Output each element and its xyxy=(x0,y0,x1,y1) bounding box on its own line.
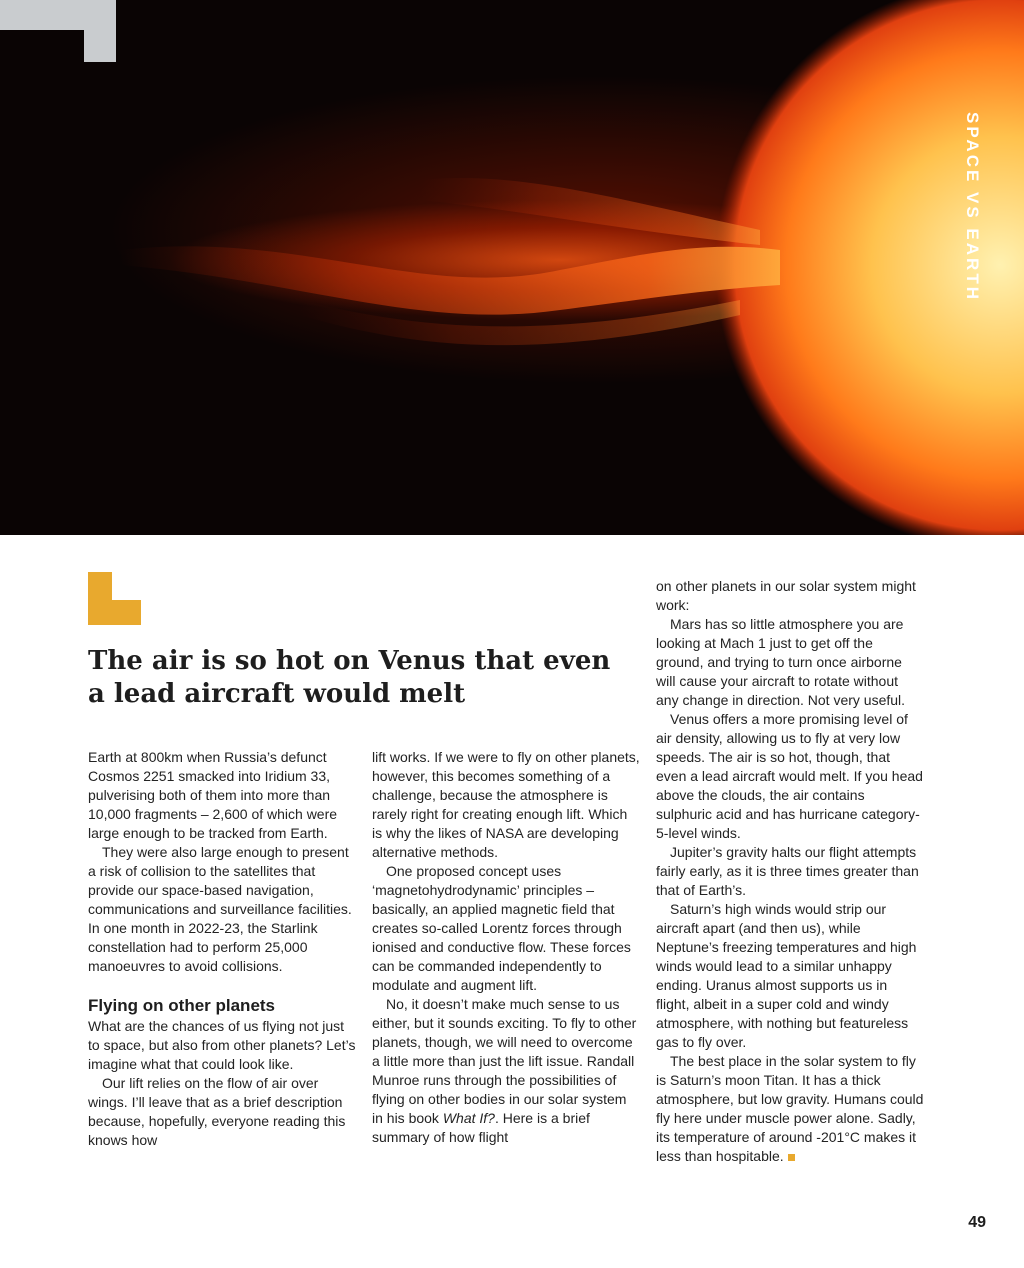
paragraph-text: The best place in the solar system to fly is Saturn’s moon Titan. It has a thick atmosphere, but low gravity. Humans could fly here under muscle power alone. Sadly, its temperature of around -201°C makes it less than hospitable. xyxy=(656,1053,924,1164)
page-number: 49 xyxy=(968,1214,986,1231)
subheading: Flying on other planets xyxy=(88,996,276,1015)
paragraph: on other planets in our solar system might work: xyxy=(656,578,916,613)
paragraph: They were also large enough to present a risk of collision to the satellites that provide our space-based navigation, communications and surveillance facilities. In one month in 2022-23, the Starlink constellation had to perform 25,000 manoeuvres to avoid collisions. xyxy=(88,844,352,974)
end-of-article-mark xyxy=(788,1154,795,1161)
headline: The air is so hot on Venus that even a lead aircraft would melt xyxy=(88,646,611,709)
article-column-3 xyxy=(656,577,924,1166)
paragraph: One proposed concept uses ‘magnetohydrodynamic’ principles – basically, an applied magnetic field that creates so-called Lorentz forces through ionised and conductive flow. These forces can be commanded independently to modulate and augment lift. xyxy=(372,863,631,993)
paragraph: lift works. If we were to fly on other planets, however, this becomes something of a challenge, because the atmosphere is rarely right for creating enough lift. Which is why the likes of NASA are developing alternative methods. xyxy=(372,749,640,860)
hero-sun-image xyxy=(0,0,1024,535)
paragraph: Jupiter’s gravity halts our flight attempts fairly early, as it is three times greater than that of Earth’s. xyxy=(656,844,919,898)
article-column-1 xyxy=(88,748,356,1150)
paragraph: What are the chances of us flying not just to space, but also from other planets? Let’s imagine what that could look like. xyxy=(88,1018,356,1072)
paragraph: Earth at 800km when Russia’s defunct Cosmos 2251 smacked into Iridium 33, pulverising both of them into more than 10,000 fragments – 2,600 of which were large enough to be tracked from Earth. xyxy=(88,749,338,841)
paragraph xyxy=(372,995,640,1147)
paragraph xyxy=(656,1052,924,1166)
section-corner-bracket xyxy=(0,0,116,62)
article-column-2 xyxy=(372,748,640,1147)
paragraph: Our lift relies on the flow of air over wings. I’ll leave that as a brief description because, hopefully, everyone reading this knows how xyxy=(88,1075,346,1148)
section-tag: SPACE VS EARTH xyxy=(963,112,982,302)
paragraph-text: . Here is a brief summary of how flight xyxy=(372,1110,590,1145)
solar-flare-graphic xyxy=(0,0,1024,535)
paragraph: Venus offers a more promising level of air density, allowing us to fly at very low speeds. The air is so hot, though, that even a lead aircraft would melt. If you head above the clouds, the air contains sulphuric acid and has hurricane category-5-level winds. xyxy=(656,711,923,841)
paragraph: Saturn’s high winds would strip our aircraft apart (and then us), while Neptune’s freezing temperatures and high winds would lead to a similar unhappy ending. Uranus almost supports us in flight, albeit in a super cold and windy atmosphere, with nothing but featureless gas to fly over. xyxy=(656,901,917,1050)
paragraph-text: No, it doesn’t make much sense to us either, but it sounds exciting. To fly to other planets, though, we will need to overcome a little more than just the lift issue. Randall Munroe runs through the possibilities of flying on other bodies in our solar system in his book xyxy=(372,996,637,1126)
paragraph: Mars has so little atmosphere you are looking at Mach 1 just to get off the ground, and trying to turn once airborne will cause your aircraft to rotate without any change in direction. Not very useful. xyxy=(656,616,906,708)
headline-corner-bracket xyxy=(88,572,141,625)
book-title: What If? xyxy=(442,1110,495,1126)
